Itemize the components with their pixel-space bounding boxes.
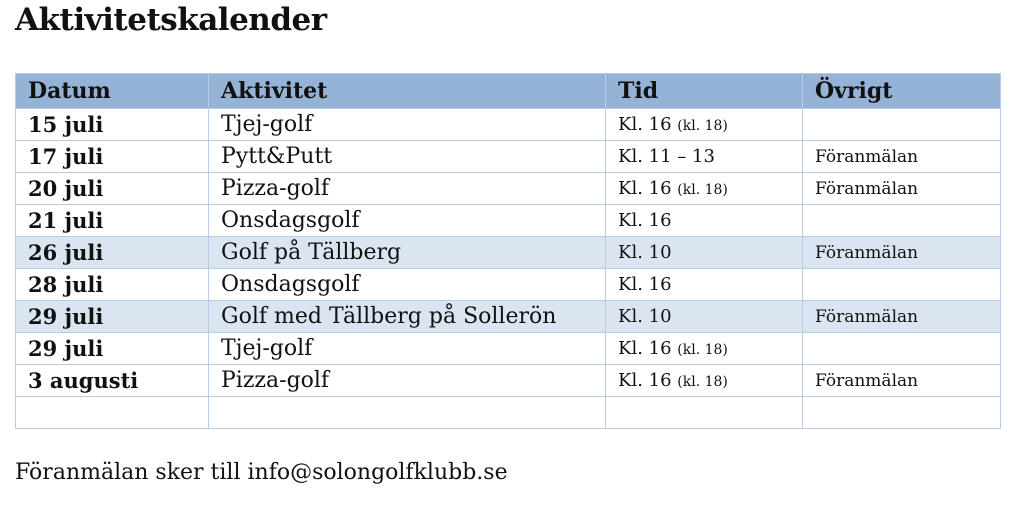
date-text: 15 juli: [28, 112, 104, 137]
activity-text: Golf med Tällberg på Sollerön: [221, 304, 557, 329]
time-text: Kl. 10: [618, 242, 672, 263]
date-text: 20 juli: [28, 176, 104, 201]
date-text: 29 juli: [28, 336, 104, 361]
table-row: [16, 269, 1001, 301]
page-title: Aktivitetskalender: [15, 2, 327, 38]
note-text: Föranmälan: [815, 306, 919, 327]
cell-activity: [209, 237, 606, 269]
cell-time: [606, 237, 803, 269]
cell-activity: [209, 397, 606, 429]
time-text: Kl. 16: [618, 370, 672, 391]
time-sub-text: (kl. 18): [677, 182, 728, 198]
cell-time: [606, 109, 803, 141]
cell-date: [16, 141, 209, 173]
cell-date: [16, 333, 209, 365]
date-text: 21 juli: [28, 208, 104, 233]
date-text: 28 juli: [28, 272, 104, 297]
header-aktivitet: Aktivitet: [209, 74, 606, 109]
cell-date: [16, 237, 209, 269]
cell-time: [606, 205, 803, 237]
activity-text: Golf på Tällberg: [221, 240, 402, 265]
cell-time: [606, 333, 803, 365]
table-row: [16, 237, 1001, 269]
cell-note: [803, 269, 1001, 301]
activity-text: Tjej-golf: [221, 336, 313, 361]
time-text: Kl. 11 – 13: [618, 146, 715, 167]
table-row: [16, 365, 1001, 397]
cell-note: [803, 173, 1001, 205]
table-row: [16, 205, 1001, 237]
cell-note: [803, 333, 1001, 365]
cell-date: [16, 109, 209, 141]
activity-text: Onsdagsgolf: [221, 272, 360, 297]
table-row: [16, 173, 1001, 205]
cell-date: [16, 301, 209, 333]
table-row: [16, 301, 1001, 333]
footer-note: Föranmälan sker till info@solongolfklubb.se: [15, 460, 508, 485]
time-text: Kl. 16: [618, 114, 672, 135]
time-text: Kl. 16: [618, 338, 672, 359]
cell-time: [606, 269, 803, 301]
table-row: [16, 141, 1001, 173]
cell-note: [803, 301, 1001, 333]
activity-calendar-table: [15, 73, 1001, 429]
table-header-row: [16, 74, 1001, 109]
cell-note: [803, 141, 1001, 173]
note-text: Föranmälan: [815, 242, 919, 263]
cell-date: [16, 269, 209, 301]
header-ovrigt: Övrigt: [803, 74, 1001, 109]
cell-activity: [209, 269, 606, 301]
cell-note: [803, 397, 1001, 429]
time-text: Kl. 16: [618, 274, 672, 295]
date-text: 29 juli: [28, 304, 104, 329]
cell-note: [803, 237, 1001, 269]
cell-activity: [209, 109, 606, 141]
cell-note: [803, 205, 1001, 237]
cell-activity: [209, 301, 606, 333]
date-text: 17 juli: [28, 144, 104, 169]
cell-activity: [209, 141, 606, 173]
activity-text: Onsdagsgolf: [221, 208, 360, 233]
note-text: Föranmälan: [815, 146, 919, 167]
cell-date: [16, 365, 209, 397]
cell-activity: [209, 365, 606, 397]
cell-time: [606, 397, 803, 429]
cell-time: [606, 173, 803, 205]
note-text: Föranmälan: [815, 370, 919, 391]
time-text: Kl. 16: [618, 178, 672, 199]
cell-note: [803, 109, 1001, 141]
header-tid: Tid: [606, 74, 803, 109]
activity-text: Tjej-golf: [221, 112, 313, 137]
cell-date: [16, 397, 209, 429]
cell-time: [606, 141, 803, 173]
time-text: Kl. 16: [618, 210, 672, 231]
note-text: Föranmälan: [815, 178, 919, 199]
date-text: 26 juli: [28, 240, 104, 265]
activity-text: Pizza-golf: [221, 368, 330, 393]
time-text: Kl. 10: [618, 306, 672, 327]
date-text: 3 augusti: [28, 368, 139, 393]
cell-date: [16, 205, 209, 237]
cell-time: [606, 301, 803, 333]
table-row: [16, 397, 1001, 429]
cell-activity: [209, 205, 606, 237]
time-sub-text: (kl. 18): [677, 118, 728, 134]
cell-activity: [209, 173, 606, 205]
activity-text: Pizza-golf: [221, 176, 330, 201]
cell-date: [16, 173, 209, 205]
cell-note: [803, 365, 1001, 397]
header-datum: Datum: [16, 74, 209, 109]
time-sub-text: (kl. 18): [677, 374, 728, 390]
activity-text: Pytt&Putt: [221, 144, 333, 169]
table-row: [16, 109, 1001, 141]
cell-activity: [209, 333, 606, 365]
time-sub-text: (kl. 18): [677, 342, 728, 358]
cell-time: [606, 365, 803, 397]
table-row: [16, 333, 1001, 365]
